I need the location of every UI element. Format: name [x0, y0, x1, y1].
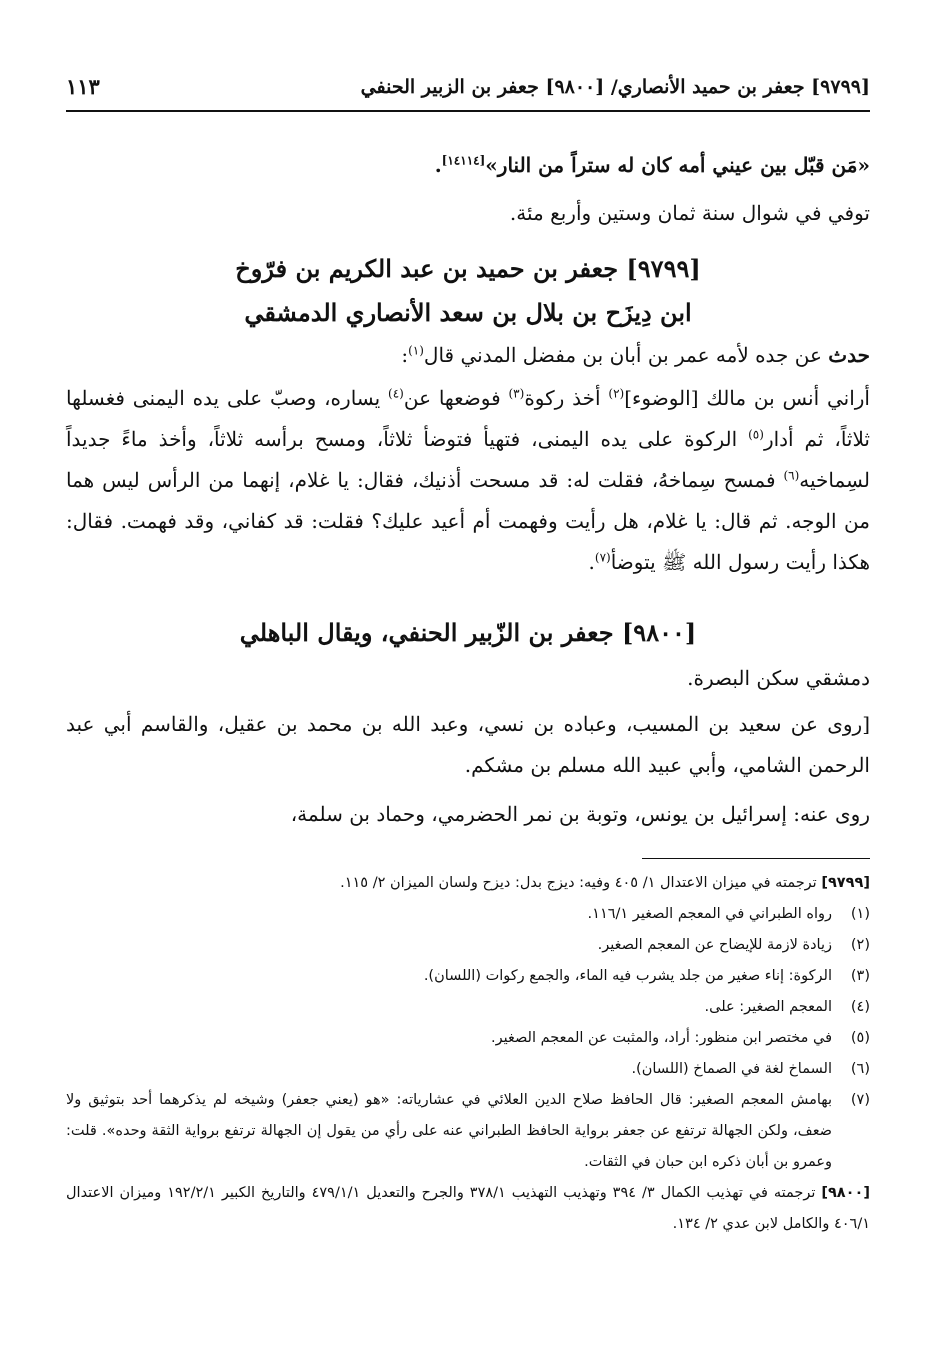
footnote-marker-5: (٥) — [748, 427, 764, 442]
quote-text: «مَن قبّل بين عيني أمه كان له ستراً من النار» — [485, 153, 870, 177]
death-note: توفي في شوال سنة ثمان وستين وأربع مئة. — [509, 201, 870, 225]
entry-9799-intro — [66, 335, 870, 376]
quote-reference: [١٤١١٤] — [441, 153, 486, 168]
page-number: ١١٣ — [66, 74, 100, 99]
footnote-text: زيادة لازمة للإيضاح عن المعجم الصغير. — [597, 937, 832, 953]
footnote-text: في مختصر ابن منظور: أراد، والمثبت عن المعجم الصغير. — [490, 1030, 832, 1046]
entry-9799-title-line2: ابن دِيزَح بن بلال بن سعد الأنصاري الدمشقي — [244, 298, 692, 327]
footnote-text: الركوة: إناء صغير من جلد يشرب فيه الماء، والجمع ركوات (اللسان). — [423, 968, 832, 984]
narration-part-2: أخذ ركوة — [524, 386, 609, 410]
footnote-5 — [66, 1023, 870, 1054]
intro-end: : — [401, 343, 409, 367]
quote-end: . — [434, 153, 442, 177]
narration-part-1: أراني أنس بن مالك [الوضوء] — [624, 386, 870, 410]
entry-9799-narration — [66, 378, 870, 583]
footnote-text: بهامش المعجم الصغير: قال الحافظ صلاح الدين العلائي في عشارياته: «هو (يعني جعفر) وشيخه لم يذكرهما أحد بتوثيق ولا ضعف، ولكن الجهالة ترتفع عن جعفر برواية الحافظ الطبراني عنه على رأي من يقول إن الجهالة ترتفع برواية الثقة وحده». قلت: وعمرو بن أبان ذكره ابن حبان في الثقات. — [66, 1092, 832, 1170]
footnote-marker-7: (٧) — [594, 550, 611, 565]
footnote-number: (٥) — [850, 1030, 870, 1046]
footnote-text: السماخ لغة في الصماخ (اللسان). — [631, 1061, 832, 1077]
narration-part-5: الركوة على يده اليمنى، فتهيأ فتوضأ ثلاثاً، ومسح برأسه ثلاثاً، وأخذ ماءً جديداً لسِماخيه — [66, 427, 870, 492]
footnote-number: (٧) — [850, 1092, 870, 1108]
footnote-entry-ref: [٩٨٠٠] — [821, 1185, 870, 1201]
narration-part-3: فوضعها عن — [403, 386, 509, 410]
intro-text: عن جده لأمه عمر بن أبان بن مفضل المدني قال — [423, 343, 829, 367]
footnote-text: المعجم الصغير: على. — [704, 999, 832, 1015]
footnote-1 — [66, 899, 870, 930]
footnote-number: (٣) — [850, 968, 870, 984]
footnote-marker-6: (٦) — [783, 468, 800, 483]
hadith-quote — [66, 145, 870, 186]
footnote-4 — [66, 992, 870, 1023]
narration-part-4: يساره، وصبّ على يده اليمنى فغسلها ثلاثاً، ثم أدار — [66, 386, 870, 451]
footnote-number: (١) — [850, 906, 870, 922]
footnote-7 — [66, 1085, 870, 1178]
footnote-6 — [66, 1054, 870, 1085]
footnote-marker-1: (١) — [408, 343, 424, 358]
footnote-2 — [66, 930, 870, 961]
footnote-marker-4: (٤) — [388, 386, 404, 401]
page-header — [66, 70, 870, 112]
entry-9800-title: [٩٨٠٠] جعفر بن الزّبير الحنفي، ويقال الباهلي — [239, 618, 697, 647]
narration-part-6: فمسح سِماخهُ، فقلت له: قد مسحت أذنيك، فقال: يا غلام، إنهما من الرأس ليس هما من الوجه. ثم قال: يا غلام، هل رأيت وفهمت أم أعيد عليك؟ فقلت: قد كفاني، وقد فهمت. فقال: هكذا رأيت رسول الله ﷺ يتوضأ — [66, 468, 870, 574]
footnote-text: رواه الطبراني في المعجم الصغير ١١٦/١. — [587, 906, 832, 922]
running-title: [٩٧٩٩] جعفر بن حميد الأنصاري/ [٩٨٠٠] جعفر بن الزبير الحنفي — [360, 76, 870, 98]
footnote-text: ترجمته في ميزان الاعتدال ١/ ٤٠٥ وفيه: ديزج بدل: ديزح ولسان الميزان ٢/ ١١٥. — [340, 875, 822, 891]
footnote-entry-ref: [٩٧٩٩] — [821, 875, 870, 891]
footnotes — [66, 868, 870, 1240]
entry-9800-narrated-by: روى عنه: إسرائيل بن يونس، وتوبة بن نمر الحضرمي، وحماد بن سلمة، — [290, 802, 870, 826]
footnote-3 — [66, 961, 870, 992]
entry-9800-narrated-from: [روى عن سعيد بن المسيب، وعباده بن نسي، وعبد الله بن محمد بن عقيل، والقاسم أبي عبد الرحمن الشامي، وأبي عبيد الله مسلم بن مشكم. — [66, 712, 870, 777]
footnote-text: ترجمته في تهذيب الكمال ٣/ ٣٩٤ وتهذيب التهذيب ٣٧٨/١ والجرح والتعديل ٤٧٩/١/١ والتاريخ الكبير ١٩٢/٢/١ وميزان الاعتدال ٤٠٦/١ والكامل لابن عدي ٢/ ١٣٤. — [66, 1185, 870, 1232]
footnote-entry-9800 — [66, 1178, 870, 1240]
intro-lead-word: حدث — [828, 343, 870, 367]
entry-9800-origin: دمشقي سكن البصرة. — [687, 666, 870, 690]
footnote-entry-9799 — [66, 868, 870, 899]
footnote-number: (٢) — [850, 937, 870, 953]
narration-part-7: . — [588, 550, 595, 574]
footnote-marker-2: (٢) — [608, 386, 625, 401]
footnote-number: (٤) — [850, 999, 870, 1015]
footnote-divider — [642, 858, 870, 859]
footnote-marker-3: (٣) — [508, 386, 525, 401]
footnote-number: (٦) — [850, 1061, 870, 1077]
entry-9799-title-line1: [٩٧٩٩] جعفر بن حميد بن عبد الكريم بن فرّوخ — [235, 254, 701, 283]
